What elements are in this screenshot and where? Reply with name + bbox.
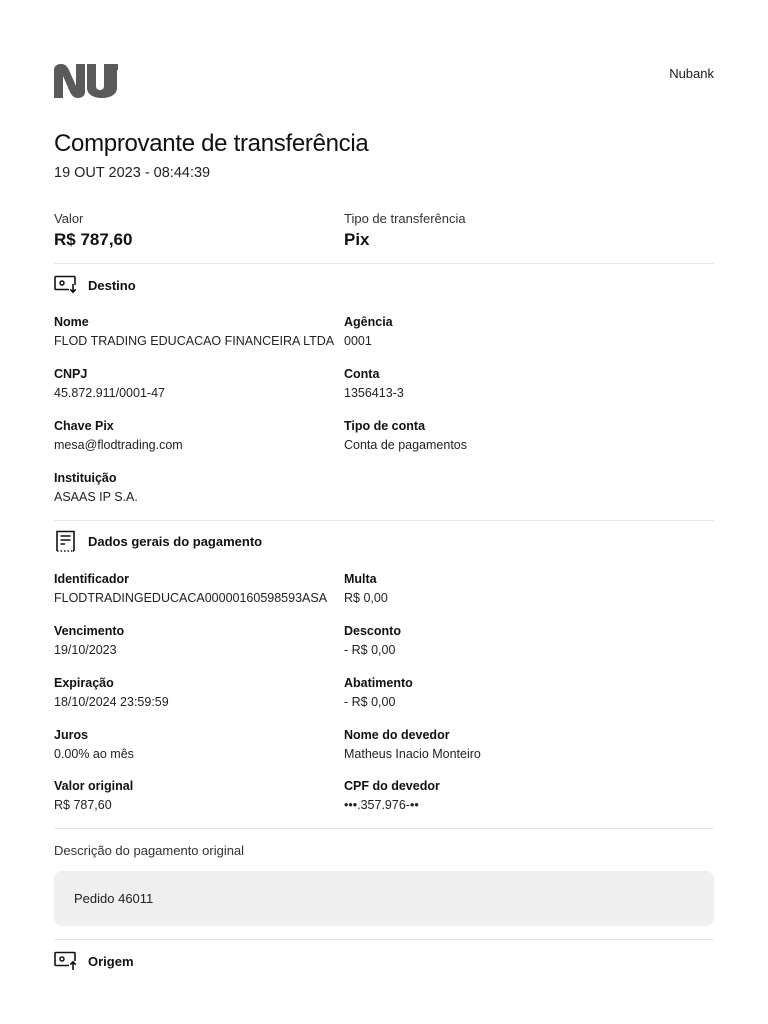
field-label: Conta — [344, 367, 380, 381]
field-label: Desconto — [344, 624, 401, 638]
field-nome — [54, 314, 344, 349]
field-desconto — [344, 623, 634, 658]
field-value: 18/10/2024 23:59:59 — [54, 695, 169, 709]
field-vencimento — [54, 623, 344, 658]
page-title: Comprovante de transferência — [54, 130, 369, 157]
field-value: mesa@flodtrading.com — [54, 438, 183, 452]
field-label: Multa — [344, 572, 377, 586]
field-value: FLODTRADINGEDUCACA00000160598593ASA — [54, 591, 328, 605]
field-instituicao — [54, 470, 344, 505]
field-cnpj — [54, 366, 344, 401]
field-label: Instituição — [54, 471, 117, 485]
field-label: Chave Pix — [54, 419, 114, 433]
field-label: Juros — [54, 728, 89, 742]
divider — [54, 828, 714, 829]
transfer-type-value: Pix — [344, 230, 370, 249]
field-value: 0001 — [344, 334, 372, 348]
amount-block — [54, 211, 132, 250]
nubank-logo — [54, 64, 118, 98]
amount-label: Valor — [54, 211, 84, 226]
field-agencia — [344, 314, 634, 349]
transfer-type-label: Tipo de transferência — [344, 211, 466, 226]
field-value: 45.872.911/0001-47 — [54, 386, 165, 400]
field-label: Nome — [54, 315, 89, 329]
section-title-destino: Destino — [88, 277, 136, 293]
field-value: 1356413-3 — [344, 386, 404, 400]
section-header-pagamento — [54, 530, 262, 552]
amount-value: R$ 787,60 — [54, 230, 133, 249]
field-expiracao — [54, 675, 344, 710]
field-value: 19/10/2023 — [54, 643, 117, 657]
field-label: Valor original — [54, 779, 134, 793]
field-label: Vencimento — [54, 624, 125, 638]
description-label: Descrição do pagamento original — [54, 843, 245, 858]
field-label: Abatimento — [344, 676, 413, 690]
field-value: R$ 0,00 — [344, 591, 388, 605]
field-value: R$ 787,60 — [54, 798, 112, 812]
field-chave-pix — [54, 418, 344, 453]
field-value: ASAAS IP S.A. — [54, 490, 138, 504]
field-conta — [344, 366, 634, 401]
section-title-origem: Origem — [88, 953, 134, 969]
description-box — [54, 871, 714, 926]
section-title-pagamento: Dados gerais do pagamento — [88, 533, 263, 549]
field-value: 0.00% ao mês — [54, 747, 134, 761]
field-value: - R$ 0,00 — [344, 643, 396, 657]
field-cpf-devedor — [344, 778, 634, 813]
section-header-destino — [54, 275, 136, 295]
field-label: Tipo de conta — [344, 419, 426, 433]
receipt-page — [54, 0, 714, 1024]
field-abatimento — [344, 675, 634, 710]
field-juros — [54, 727, 344, 762]
description-value: Pedido 46011 — [74, 891, 154, 906]
field-label: CNPJ — [54, 367, 88, 381]
transfer-type-block — [344, 211, 466, 250]
field-value: Matheus Inacio Monteiro — [344, 747, 481, 761]
field-tipo-conta — [344, 418, 634, 453]
field-value: FLOD TRADING EDUCACAO FINANCEIRA LTDA — [54, 334, 335, 348]
field-label: Agência — [344, 315, 393, 329]
field-multa — [344, 571, 634, 606]
field-label: Expiração — [54, 676, 114, 690]
field-value: Conta de pagamentos — [344, 438, 468, 452]
field-label: Nome do devedor — [344, 728, 450, 742]
destination-icon — [54, 275, 78, 295]
field-value: - R$ 0,00 — [344, 695, 396, 709]
document-icon — [54, 530, 78, 552]
field-nome-devedor — [344, 727, 634, 762]
field-value: •••.357.976-•• — [344, 798, 419, 812]
transfer-datetime: 19 OUT 2023 - 08:44:39 — [54, 165, 211, 181]
field-identificador — [54, 571, 344, 606]
divider — [54, 263, 714, 264]
divider — [54, 939, 714, 940]
brand-name: Nubank — [669, 66, 714, 81]
field-label: Identificador — [54, 572, 130, 586]
origin-icon — [54, 951, 78, 971]
field-label: CPF do devedor — [344, 779, 440, 793]
divider — [54, 520, 714, 521]
field-valor-original — [54, 778, 344, 813]
section-header-origem — [54, 951, 134, 971]
